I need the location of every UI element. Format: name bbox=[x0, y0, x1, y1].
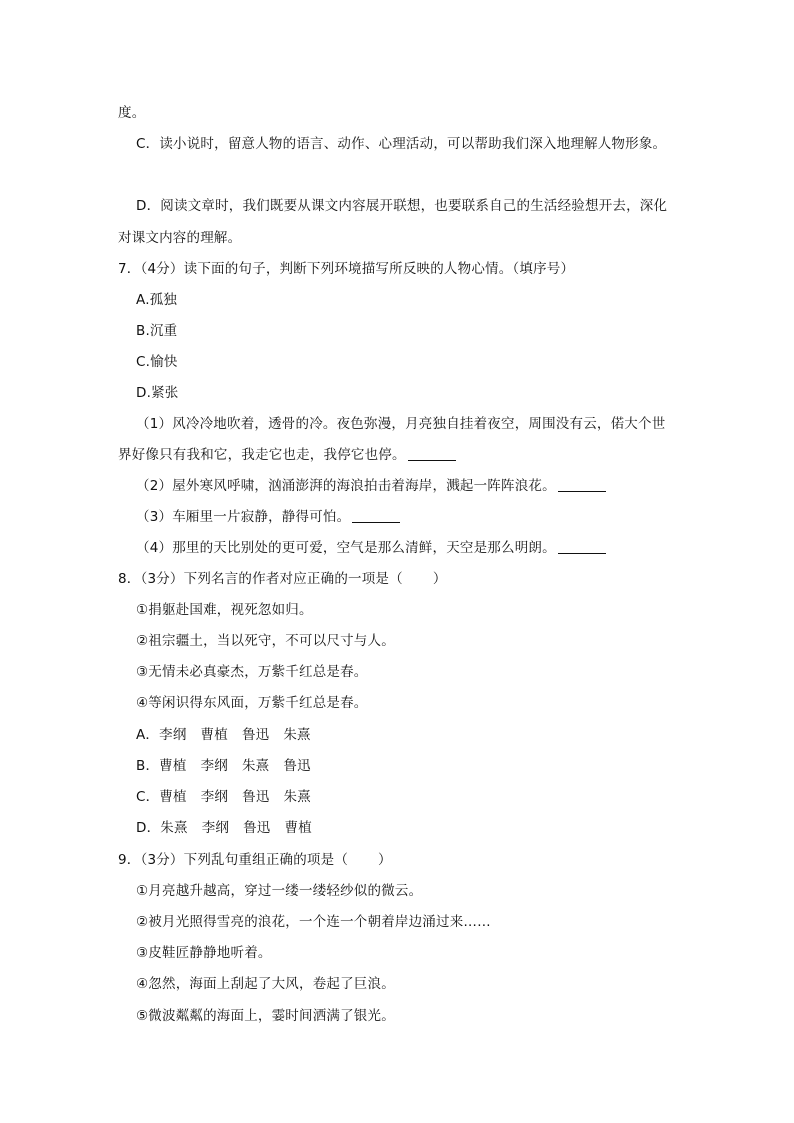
author-name: 鲁迅 bbox=[283, 758, 311, 774]
q9-item-3: ③皮鞋匠静静地听着。 bbox=[136, 945, 272, 961]
q7-sentence-2-text: （2）屋外寒风呼啸，汹涌澎湃的海浪拍击着海岸，溅起一阵阵浪花。 bbox=[136, 478, 556, 494]
q7-sentence-3-text: （3）车厢里一片寂静，静得可怕。 bbox=[136, 509, 351, 525]
q7-sentence-1-cont bbox=[118, 445, 456, 465]
q8-option-d bbox=[136, 818, 312, 838]
q7-option-a: A.孤独 bbox=[136, 292, 178, 308]
q8-option-b bbox=[136, 756, 311, 776]
q8-option-a bbox=[136, 725, 311, 745]
q7-sentence-3 bbox=[136, 507, 400, 527]
author-name: 朱熹 bbox=[283, 727, 311, 743]
q7-sentence-4 bbox=[136, 538, 606, 558]
q8-option-c bbox=[136, 787, 311, 807]
question-7-stem: 7．（4分）读下面的句子，判断下列环境描写所反映的人物心情。（填序号） bbox=[118, 261, 575, 277]
q7-option-b: B.沉重 bbox=[136, 323, 178, 339]
author-name: 李纲 bbox=[201, 820, 230, 836]
q7-option-d: D.紧张 bbox=[136, 385, 179, 401]
q7-sentence-1: （1）风冷冷地吹着，透骨的冷。夜色弥漫，月亮独自挂着夜空，周围没有云，偌大个世 bbox=[136, 416, 666, 432]
author-name: 曹植 bbox=[200, 727, 228, 743]
answer-blank[interactable] bbox=[558, 539, 606, 554]
author-name: 鲁迅 bbox=[243, 820, 271, 836]
answer-blank[interactable] bbox=[408, 446, 456, 461]
q9-item-5: ⑤微波粼粼的海面上，霎时间洒满了银光。 bbox=[136, 1008, 395, 1024]
q8-stem-close: ） bbox=[432, 571, 447, 587]
q8-item-4: ④等闲识得东风面，万紫千红总是春。 bbox=[136, 695, 368, 711]
q8-item-2: ②祖宗疆土，当以死守，不可以尺寸与人。 bbox=[136, 633, 395, 649]
question-9-stem bbox=[118, 850, 392, 870]
q8-stem-text: 8．（3分）下列名言的作者对应正确的一项是（ bbox=[118, 571, 403, 587]
author-name: 李纲 bbox=[200, 789, 229, 805]
q9-item-1: ①月亮越升越高，穿过一缕一缕轻纱似的微云。 bbox=[136, 883, 423, 899]
q7-option-c: C.愉快 bbox=[136, 354, 178, 370]
q8-item-1: ①捐躯赴国难，视死忽如归。 bbox=[136, 602, 313, 618]
author-name: 朱熹 bbox=[283, 789, 311, 805]
q7-sentence-4-text: （4）那里的天比别处的更可爱，空气是那么清鲜，天空是那么明朗。 bbox=[136, 540, 556, 556]
q9-item-2: ②被月光照得雪亮的浪花，一个连一个朝着岸边涌过来…… bbox=[136, 914, 491, 930]
q8-item-3: ③无情未必真豪杰，万紫千红总是春。 bbox=[136, 664, 368, 680]
q9-stem-text: 9．（3分）下列乱句重组正确的项是（ bbox=[118, 852, 349, 868]
text-line: 对课文内容的理解。 bbox=[118, 230, 242, 246]
text-line: 度。 bbox=[118, 105, 146, 121]
question-8-stem bbox=[118, 569, 447, 589]
option-label: C．曹植 bbox=[136, 789, 187, 805]
q7-sentence-2 bbox=[136, 476, 606, 496]
option-c-line: C．读小说时，留意人物的语言、动作、心理活动，可以帮助我们深入地理解人物形象。 bbox=[136, 136, 667, 152]
answer-blank[interactable] bbox=[352, 508, 400, 523]
author-name: 李纲 bbox=[200, 758, 228, 774]
author-name: 鲁迅 bbox=[242, 789, 270, 805]
answer-blank[interactable] bbox=[558, 477, 606, 492]
q7-sentence-1-text: 界好像只有我和它，我走它也走，我停它也停。 bbox=[118, 447, 406, 463]
option-label: B．曹植 bbox=[136, 758, 187, 774]
option-d-line: D．阅读文章时，我们既要从课文内容展开联想，也要联系自己的生活经验想开去，深化 bbox=[136, 198, 668, 214]
option-label: A．李纲 bbox=[136, 727, 187, 743]
q9-stem-close: ） bbox=[378, 852, 392, 868]
author-name: 鲁迅 bbox=[241, 727, 270, 743]
option-label: D．朱熹 bbox=[136, 820, 188, 836]
q9-item-4: ④忽然，海面上刮起了大风，卷起了巨浪。 bbox=[136, 976, 395, 992]
author-name: 朱熹 bbox=[241, 758, 270, 774]
author-name: 曹植 bbox=[284, 820, 312, 836]
